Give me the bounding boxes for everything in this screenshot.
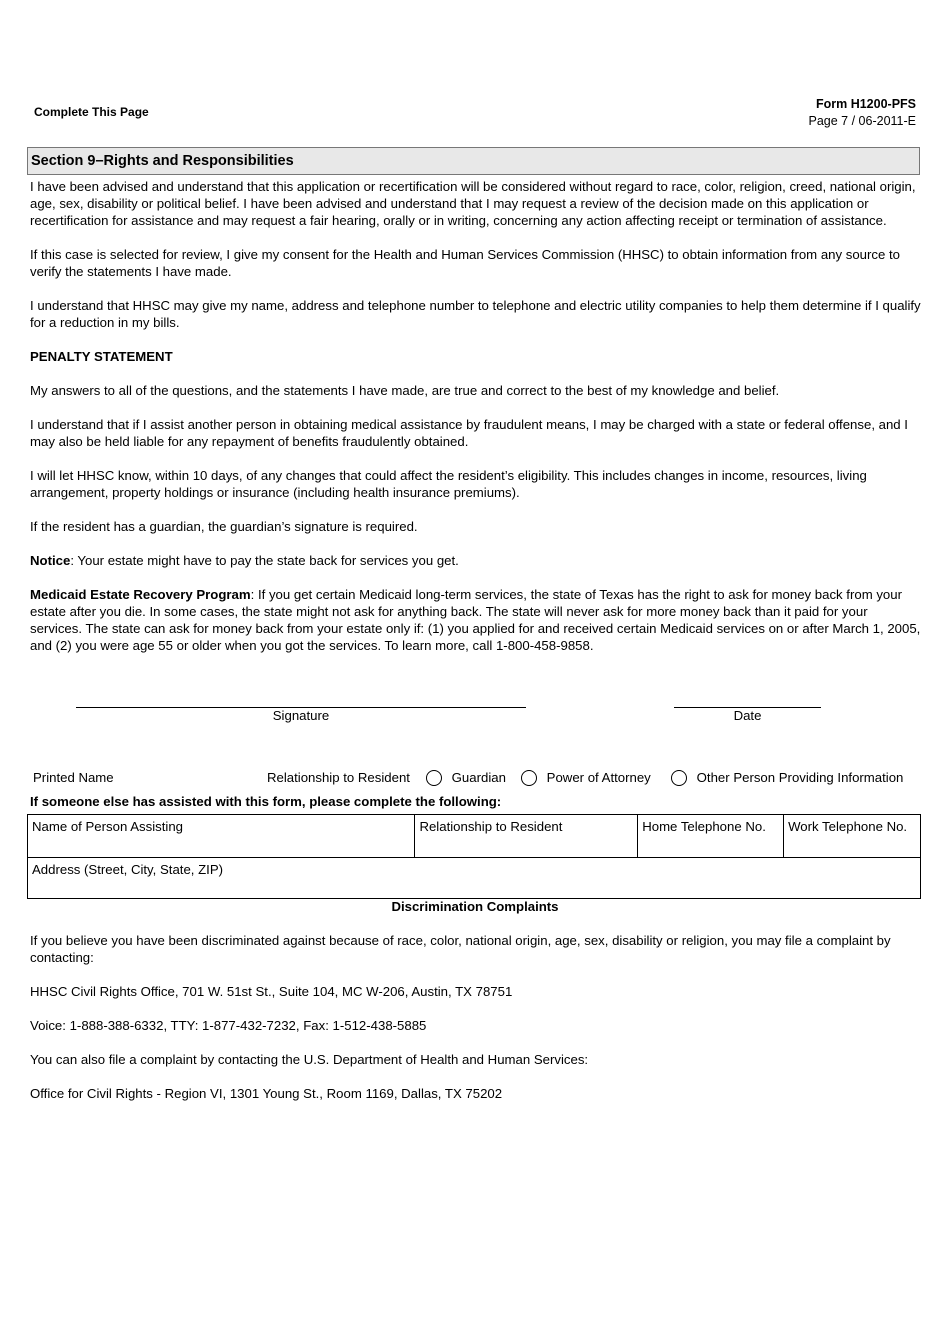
date-label: Date — [733, 708, 762, 723]
assist-table — [27, 814, 921, 899]
other-person-label: Other Person Providing Information — [696, 770, 904, 785]
relationship-label: Relationship to Resident — [267, 770, 410, 785]
home-phone-label: Home Telephone No. — [642, 819, 766, 834]
notice-text: : Your estate might have to pay the state back for services you get. — [70, 553, 459, 568]
home-phone-field[interactable] — [638, 815, 784, 858]
page-info: Page 7 / 06-2011-E — [808, 114, 916, 128]
guardian-radio[interactable] — [426, 770, 442, 786]
notice-label: Notice — [30, 553, 71, 568]
us-dhhs-intro: You can also file a complaint by contacting the U.S. Department of Health and Human Services: — [30, 1052, 589, 1067]
printed-name-label: Printed Name — [33, 770, 114, 785]
assist-relationship-field[interactable] — [415, 815, 638, 858]
work-phone-field[interactable] — [784, 815, 921, 858]
discrimination-body — [30, 932, 923, 1119]
power-of-attorney-label: Power of Attorney — [546, 770, 651, 785]
section-title: Section 9–Rights and Responsibilities — [27, 147, 920, 175]
paragraph-report-changes: I will let HHSC know, within 10 days, of any changes that could affect the resident’s eligibility. This includes changes in income, resources, living arrangement, property holdings or insurance (including health insurance premiums). — [30, 468, 867, 500]
penalty-heading: PENALTY STATEMENT — [30, 349, 173, 364]
option-other-person[interactable] — [671, 769, 903, 786]
paragraph-guardian: If the resident has a guardian, the guardian’s signature is required. — [30, 519, 418, 534]
work-phone-label: Work Telephone No. — [788, 819, 908, 834]
hhsc-civil-rights-office: HHSC Civil Rights Office, 701 W. 51st St., Suite 104, MC W-206, Austin, TX 78751 — [30, 984, 513, 999]
guardian-label: Guardian — [451, 770, 506, 785]
paragraph-nondiscrimination: I have been advised and understand that this application or recertification will be considered without regard to race, color, religion, creed, national origin, age, sex, disability or political belief. I have been advised and understand that I may request a review of the decision made on this application or recertification for assistance and may request a fair hearing, orally or in writing, concerning any action affecting receipt or termination of assistance. — [30, 179, 916, 228]
paragraph-merp — [30, 586, 923, 654]
discrimination-title: Discrimination Complaints — [391, 899, 559, 914]
paragraph-fraud: I understand that if I assist another person in obtaining medical assistance by fraudulent means, I may be charged with a state or federal offense, and I may also be held liable for any repayment of benefits fraudulently obtained. — [30, 417, 908, 449]
paragraph-answers-true: My answers to all of the questions, and the statements I have made, are true and correct to the best of my knowledge and belief. — [30, 383, 780, 398]
ocr-region-address: Office for Civil Rights - Region VI, 1301 Young St., Room 1169, Dallas, TX 75202 — [30, 1086, 503, 1101]
page-instruction: Complete This Page — [34, 105, 149, 119]
paragraph-utility-sharing: I understand that HHSC may give my name, address and telephone number to telephone and electric utility companies to help them determine if I qualify for a reduction in my bills. — [30, 298, 921, 330]
discrimination-intro: If you believe you have been discriminated against because of race, color, national origin, age, sex, disability or religion, you may file a complaint by contacting: — [30, 933, 891, 965]
option-guardian[interactable] — [426, 769, 506, 786]
section-body — [30, 178, 923, 671]
form-header — [809, 96, 916, 130]
assist-heading: If someone else has assisted with this form, please complete the following: — [30, 794, 502, 809]
power-of-attorney-radio[interactable] — [521, 770, 537, 786]
paragraph-review-consent: If this case is selected for review, I give my consent for the Health and Human Services Commission (HHSC) to obtain information from any source to verify the statements I have made. — [30, 247, 901, 279]
contact-numbers: Voice: 1-888-388-6332, TTY: 1-877-432-7232, Fax: 1-512-438-5885 — [30, 1018, 427, 1033]
name-assisting-field[interactable] — [28, 815, 415, 858]
assist-relationship-label: Relationship to Resident — [419, 819, 563, 834]
address-label: Address (Street, City, State, ZIP) — [32, 862, 224, 877]
signature-label: Signature — [272, 708, 330, 723]
other-person-radio[interactable] — [671, 770, 687, 786]
address-field[interactable] — [28, 858, 921, 899]
form-id: Form H1200-PFS — [815, 97, 916, 111]
merp-text: : If you get certain Medicaid long-term services, the state of Texas has the right to ask for money back from your estate after you die. In some cases, the state might not ask for anything back. The state will never ask for more money back than it paid for your services. The state can ask for money back from your estate only if: (1) you applied for and received certain Medicaid services on or after March 1, 2005, and (2) you were age 55 or older when you got the services. To learn more, call 1-800-458-9858. — [30, 587, 921, 653]
paragraph-notice — [30, 552, 923, 569]
option-power-of-attorney[interactable] — [521, 769, 651, 786]
name-assisting-label: Name of Person Assisting — [32, 819, 183, 834]
merp-label: Medicaid Estate Recovery Program — [30, 587, 251, 602]
